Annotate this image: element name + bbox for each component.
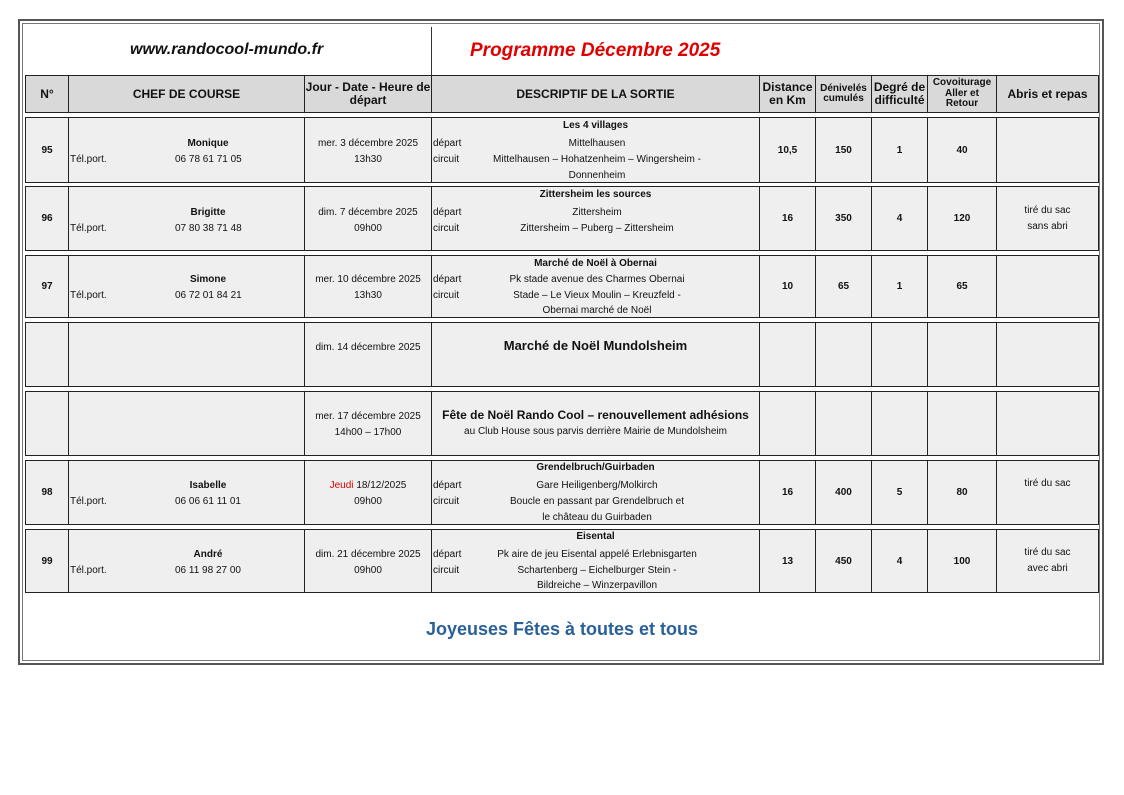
- event-subtitle: au Club House sous parvis derrière Mairie de Mundolsheim: [464, 426, 727, 437]
- difficulty-cell: [871, 322, 928, 387]
- depart-label: départ: [433, 207, 462, 218]
- chef-phone: 06 06 61 11 01: [175, 496, 241, 507]
- col-date-header: Jour - Date - Heure de départ: [304, 75, 432, 113]
- distance-cell: 10,5: [759, 117, 816, 183]
- chef-cell: [68, 529, 305, 593]
- chef-cell: [68, 322, 305, 387]
- depart-label: départ: [433, 138, 462, 149]
- col-num-header: N°: [25, 75, 69, 113]
- date-time: 13h30: [354, 290, 382, 301]
- depart-value: Gare Heiligenberg/Molkirch: [536, 480, 658, 491]
- desc-cell: [431, 391, 760, 456]
- denivele-cell: [815, 391, 872, 456]
- tel-label: Tél.port.: [70, 154, 107, 165]
- abris-cell: [996, 186, 1099, 251]
- covoiturage-cell: [927, 391, 997, 456]
- depart-label: départ: [433, 480, 462, 491]
- date-cell: [304, 529, 432, 593]
- page-title: Programme Décembre 2025: [470, 40, 721, 61]
- date-day: mer. 3 décembre 2025: [317, 138, 419, 149]
- desc-title: Zittersheim les sources: [539, 189, 652, 200]
- tel-label: Tél.port.: [70, 496, 107, 507]
- date-prefix: Jeudi: [329, 480, 354, 491]
- tel-label: Tél.port.: [70, 223, 107, 234]
- desc-cell: [431, 186, 760, 251]
- col-deniv-header: Dénivelés cumulés: [815, 75, 872, 113]
- desc-title: Grendelbruch/Guirbaden: [536, 462, 655, 473]
- chef-phone: 07 80 38 71 48: [175, 223, 242, 234]
- date-time: 09h00: [354, 496, 382, 507]
- depart-value: Pk stade avenue des Charmes Obernai: [509, 274, 685, 285]
- desc-cell: [431, 460, 760, 525]
- chef-cell: [68, 117, 305, 183]
- event-title: Fête de Noël Rando Cool – renouvellement adhésions: [442, 408, 749, 422]
- circuit-line-1: Stade – Le Vieux Moulin – Kreuzfeld -: [513, 290, 681, 301]
- row-number: [25, 322, 69, 387]
- desc-cell: [431, 529, 760, 593]
- date-cell: [304, 322, 432, 387]
- circuit-line-2: Donnenheim: [568, 170, 626, 181]
- date-time: 13h30: [354, 154, 382, 165]
- row-number: 98: [25, 460, 69, 525]
- covoiturage-cell: 80: [927, 460, 997, 525]
- date-cell: [304, 460, 432, 525]
- abris-line-1: tiré du sac: [1024, 547, 1071, 558]
- chef-name: Monique: [187, 138, 229, 149]
- date-day: mer. 17 décembre 2025: [315, 411, 421, 422]
- date-time: 09h00: [354, 223, 382, 234]
- circuit-label: circuit: [433, 290, 460, 301]
- depart-value: Mittelhausen: [568, 138, 626, 149]
- date-cell: [304, 117, 432, 183]
- date-day: dim. 14 décembre 2025: [315, 342, 421, 353]
- circuit-label: circuit: [433, 565, 460, 576]
- desc-cell: [431, 255, 760, 318]
- abris-cell: [996, 460, 1099, 525]
- tel-label: Tél.port.: [70, 565, 107, 576]
- footer-wishes: Joyeuses Fêtes à toutes et tous: [425, 619, 699, 639]
- denivele-cell: [815, 322, 872, 387]
- depart-label: départ: [433, 549, 462, 560]
- row-number: [25, 391, 69, 456]
- chef-name: André: [193, 549, 223, 560]
- circuit-label: circuit: [433, 496, 460, 507]
- chef-cell: [68, 255, 305, 318]
- abris-line-1: tiré du sac: [1024, 205, 1071, 216]
- depart-value: Pk aire de jeu Eisental appelé Erlebnisgarten: [497, 549, 697, 560]
- covoiturage-cell: 120: [927, 186, 997, 251]
- difficulty-cell: 1: [871, 117, 928, 183]
- desc-title: Les 4 villages: [562, 120, 629, 131]
- date-cell: [304, 255, 432, 318]
- denivele-cell: 150: [815, 117, 872, 183]
- date-day: dim. 21 décembre 2025: [315, 549, 421, 560]
- chef-cell: [68, 186, 305, 251]
- distance-cell: 10: [759, 255, 816, 318]
- denivele-cell: 400: [815, 460, 872, 525]
- covoiturage-cell: 65: [927, 255, 997, 318]
- depart-value: Zittersheim: [572, 207, 622, 218]
- chef-cell: [68, 460, 305, 525]
- circuit-line-1: Boucle en passant par Grendelbruch et: [510, 496, 684, 507]
- distance-cell: 13: [759, 529, 816, 593]
- date-day: mer. 10 décembre 2025: [315, 274, 421, 285]
- event-title: Marché de Noël Mundolsheim: [503, 338, 688, 353]
- circuit-label: circuit: [433, 223, 460, 234]
- abris-cell: [996, 529, 1099, 593]
- date-day-value: 18/12/2025: [356, 480, 407, 491]
- col-covoit-header: Covoiturage Aller et Retour: [927, 75, 997, 113]
- chef-name: Isabelle: [189, 480, 227, 491]
- circuit-line-2: le château du Guirbaden: [542, 512, 652, 523]
- chef-cell: [68, 391, 305, 456]
- circuit-line-1: Mittelhausen – Hohatzenheim – Wingersheim -: [493, 154, 701, 165]
- date-day: [305, 479, 431, 493]
- distance-cell: [759, 391, 816, 456]
- circuit-line-2: Obernai marché de Noël: [542, 305, 652, 316]
- circuit-line-2: Bildreiche – Winzerpavillon: [536, 580, 658, 591]
- row-number: 97: [25, 255, 69, 318]
- covoiturage-cell: 40: [927, 117, 997, 183]
- circuit-line-1: Schartenberg – Eichelburger Stein -: [517, 565, 677, 576]
- chef-phone: 06 11 98 27 00: [175, 565, 241, 576]
- abris-line-2: sans abri: [1027, 221, 1068, 232]
- desc-cell: [431, 117, 760, 183]
- desc-title: Eisental: [576, 531, 615, 542]
- abris-cell: [996, 117, 1099, 183]
- difficulty-cell: 4: [871, 529, 928, 593]
- date-time: 14h00 – 17h00: [334, 427, 402, 438]
- covoiturage-cell: [927, 322, 997, 387]
- row-number: 99: [25, 529, 69, 593]
- col-degre-header: Degré de difficulté: [871, 75, 928, 113]
- distance-cell: [759, 322, 816, 387]
- circuit-line-1: Zittersheim – Puberg – Zittersheim: [520, 223, 674, 234]
- denivele-cell: 65: [815, 255, 872, 318]
- chef-name: Brigitte: [190, 207, 226, 218]
- chef-name: Simone: [189, 274, 227, 285]
- difficulty-cell: [871, 391, 928, 456]
- desc-cell: [431, 322, 760, 387]
- distance-cell: 16: [759, 186, 816, 251]
- covoiturage-cell: 100: [927, 529, 997, 593]
- circuit-label: circuit: [433, 154, 460, 165]
- denivele-cell: 450: [815, 529, 872, 593]
- tel-label: Tél.port.: [70, 290, 107, 301]
- col-dist-header: Distance en Km: [759, 75, 816, 113]
- abris-cell: [996, 322, 1099, 387]
- date-cell: [304, 186, 432, 251]
- desc-title: Marché de Noël à Obernai: [534, 258, 657, 269]
- distance-cell: 16: [759, 460, 816, 525]
- abris-cell: [996, 255, 1099, 318]
- col-abris-header: Abris et repas: [996, 75, 1099, 113]
- row-number: 96: [25, 186, 69, 251]
- denivele-cell: 350: [815, 186, 872, 251]
- abris-line-2: avec abri: [1027, 563, 1068, 574]
- col-desc-header: DESCRIPTIF DE LA SORTIE: [431, 75, 760, 113]
- date-day: dim. 7 décembre 2025: [318, 207, 418, 218]
- row-number: 95: [25, 117, 69, 183]
- abris-cell: [996, 391, 1099, 456]
- depart-label: départ: [433, 274, 462, 285]
- site-url: www.randocool-mundo.fr: [130, 41, 324, 58]
- col-chef-header: CHEF DE COURSE: [68, 75, 305, 113]
- difficulty-cell: 1: [871, 255, 928, 318]
- date-cell: [304, 391, 432, 456]
- title-divider: [431, 27, 432, 75]
- abris-line-1: tiré du sac: [1024, 478, 1071, 489]
- chef-phone: 06 78 61 71 05: [175, 154, 242, 165]
- difficulty-cell: 4: [871, 186, 928, 251]
- date-time: 09h00: [354, 565, 382, 576]
- chef-phone: 06 72 01 84 21: [175, 290, 242, 301]
- difficulty-cell: 5: [871, 460, 928, 525]
